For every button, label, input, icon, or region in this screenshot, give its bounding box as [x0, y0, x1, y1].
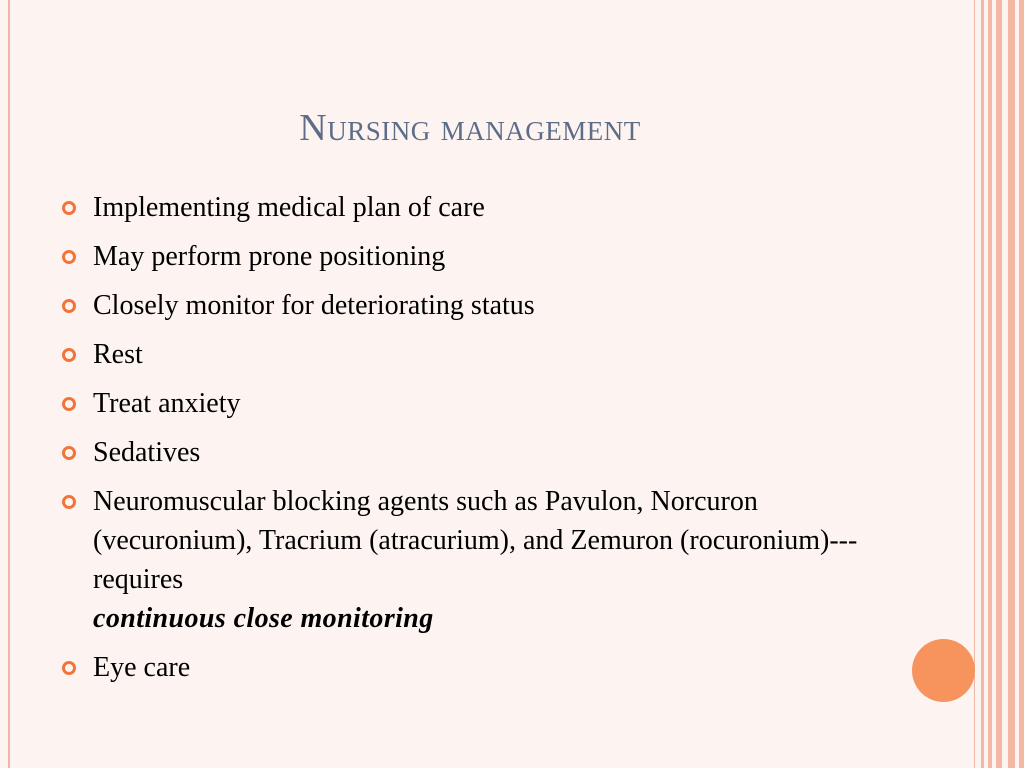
list-item — [62, 648, 912, 687]
stripe — [988, 0, 992, 768]
stripe — [1008, 0, 1015, 768]
bullet-text: May perform prone positioning — [93, 241, 446, 272]
bullet-circle-icon — [62, 446, 76, 460]
list-item — [62, 286, 912, 325]
bullet-circle-icon — [62, 661, 76, 675]
bullet-circle-icon — [62, 397, 76, 411]
stripe — [981, 0, 984, 768]
slide-title: Nursing management — [299, 107, 641, 149]
bullet-circle-icon — [62, 250, 76, 264]
list-item — [62, 482, 912, 638]
bullet-text: Rest — [93, 339, 143, 370]
list-item — [62, 188, 912, 227]
bullet-text: Eye care — [93, 652, 191, 683]
bullet-text: Sedatives — [93, 437, 201, 468]
bullet-circle-icon — [62, 495, 76, 509]
bullet-circle-icon — [62, 348, 76, 362]
decorative-stripes — [976, 0, 1024, 768]
emphasis-text: continuous close monitoring — [93, 603, 434, 634]
bullet-circle-icon — [62, 299, 76, 313]
bullet-text: Treat anxiety — [93, 388, 241, 419]
bullet-text: Neuromuscular blocking agents such as Pavulon, Norcuron (vecuronium), Tracrium (atracurium), and Zemuron (rocuronium)---requires — [93, 486, 858, 595]
bullet-text: Implementing medical plan of care — [93, 192, 485, 223]
list-item — [62, 433, 912, 472]
bullet-text: Closely monitor for deteriorating status — [93, 290, 535, 321]
list-item — [62, 335, 912, 374]
stripe — [996, 0, 1002, 768]
stripe — [1019, 0, 1024, 768]
list-item — [62, 384, 912, 423]
accent-circle — [912, 639, 975, 702]
list-item — [62, 237, 912, 276]
bullet-list — [62, 188, 912, 697]
bullet-circle-icon — [62, 201, 76, 215]
